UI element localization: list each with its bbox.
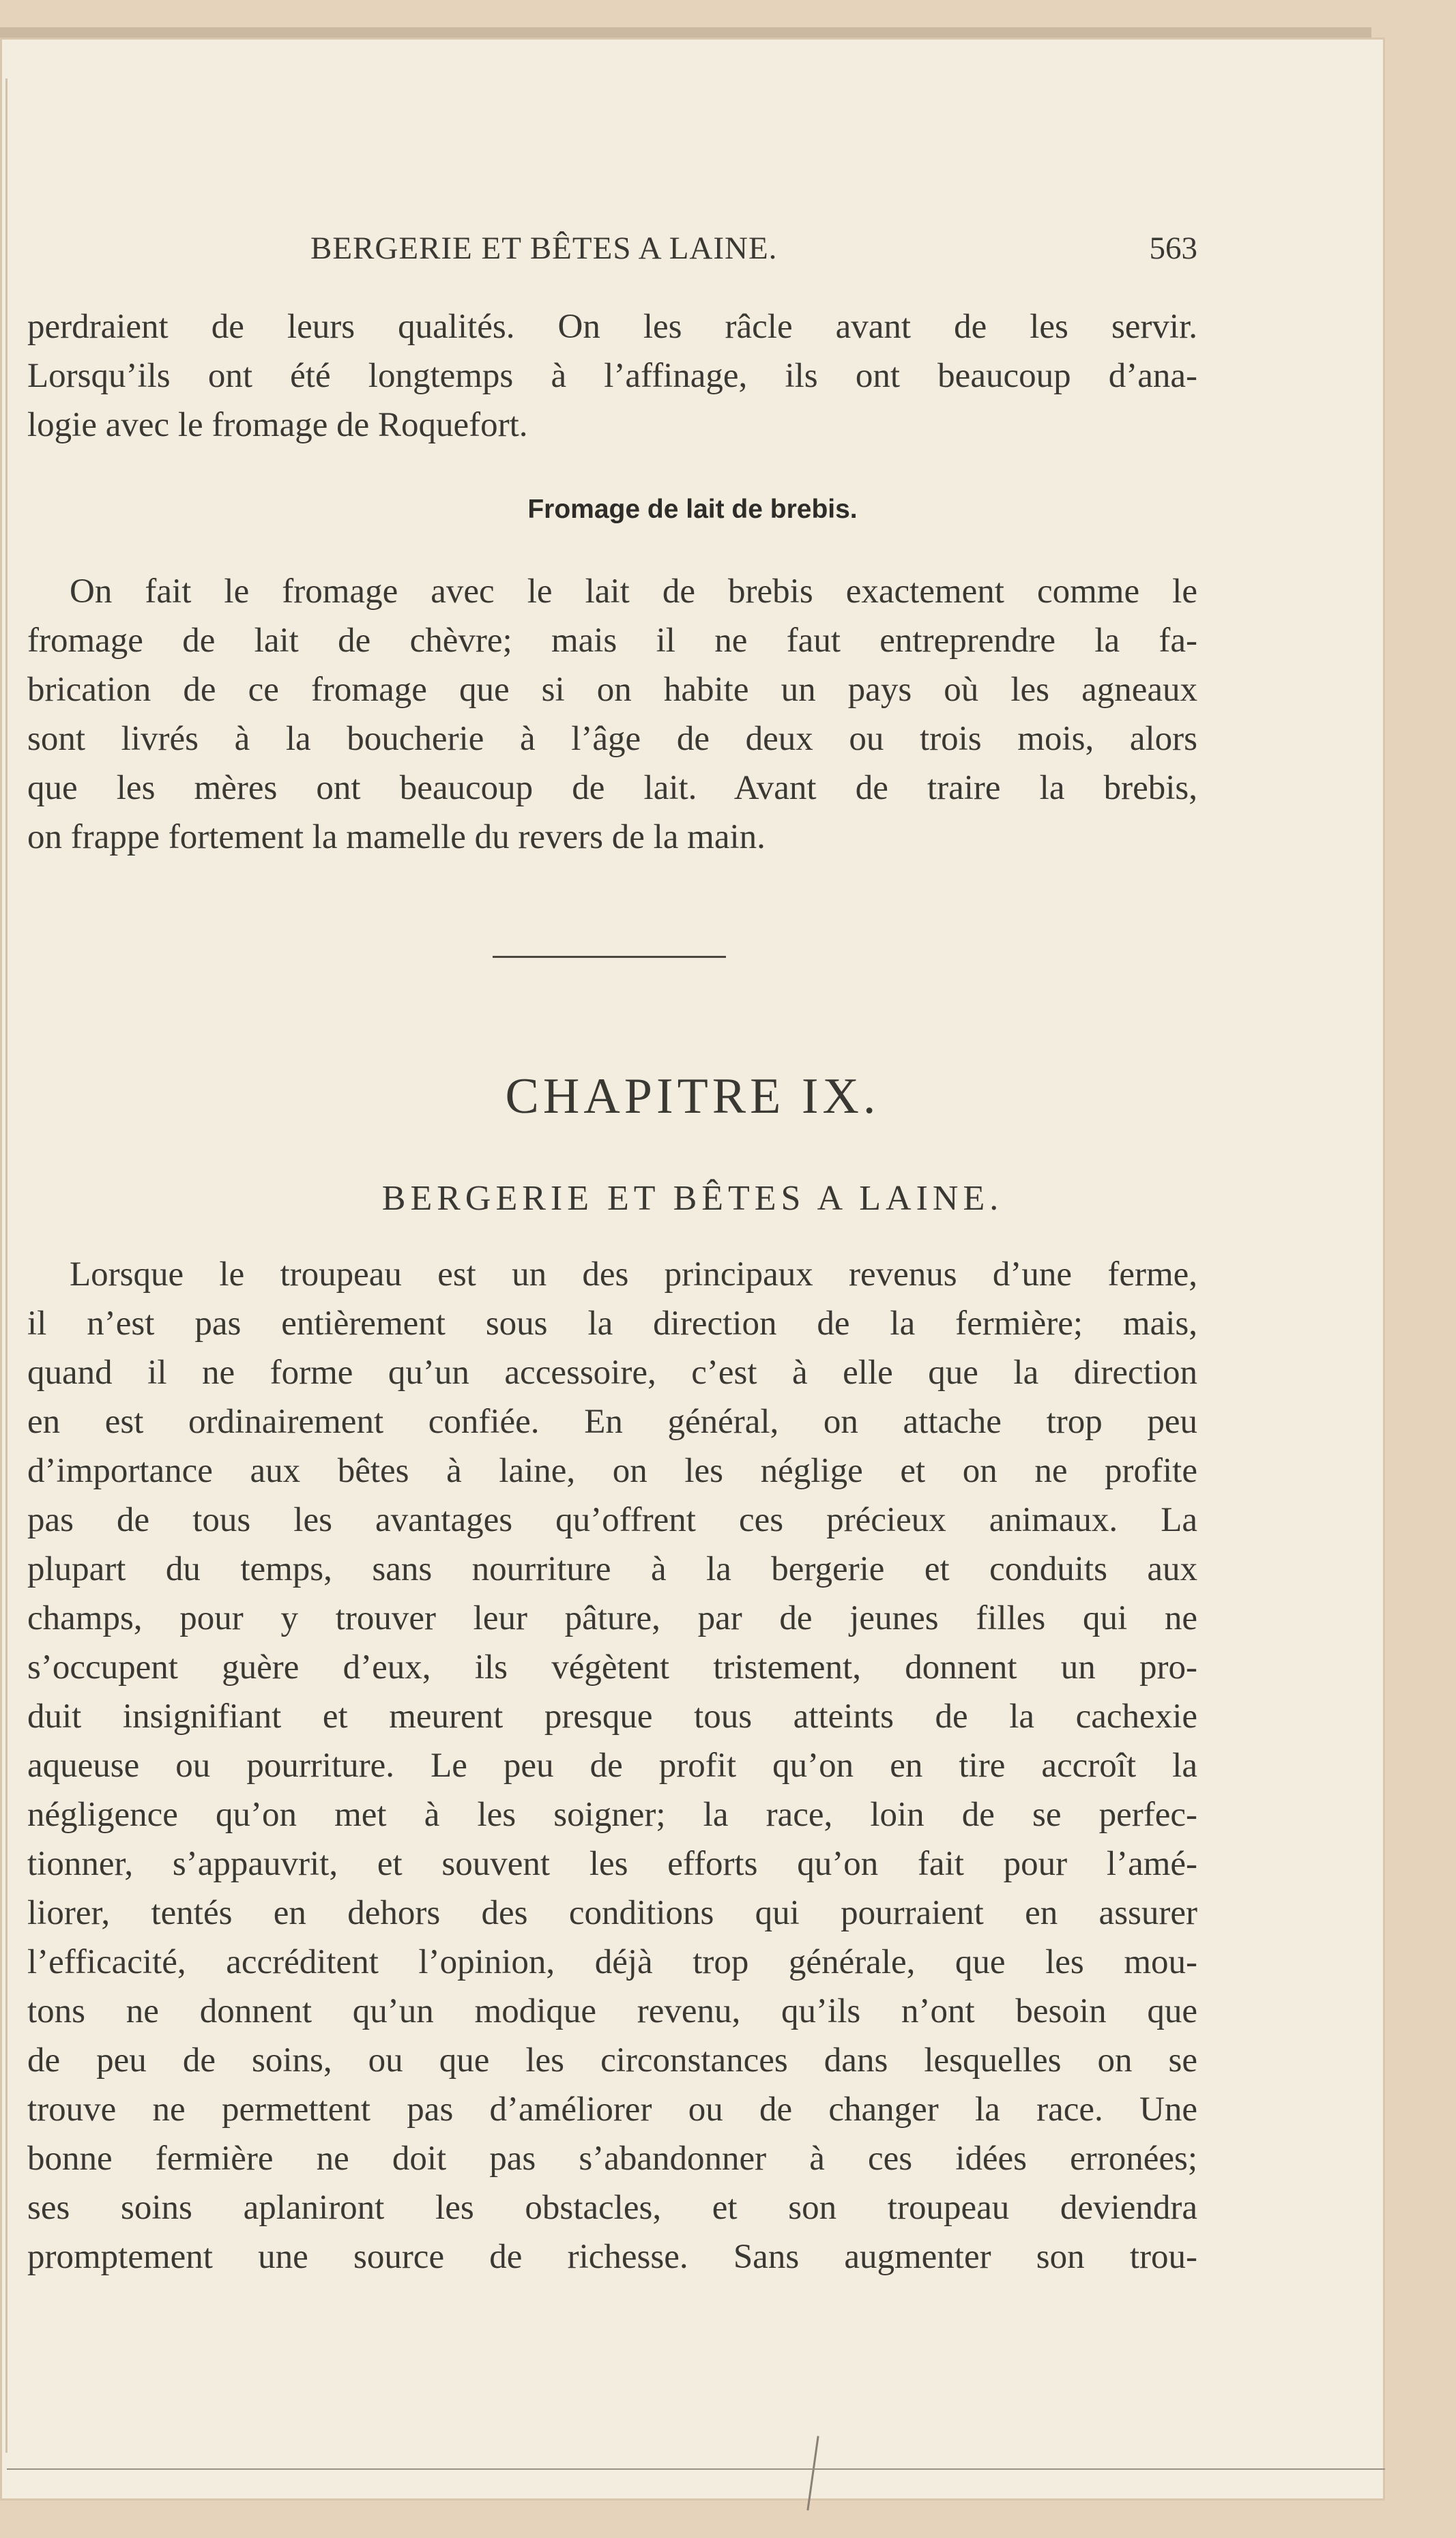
chapter-title: CHAPITRE IX. <box>505 1068 880 1124</box>
running-head-title: BERGERIE ET BÊTES A LAINE. <box>310 231 778 266</box>
text-line: logie avec le fromage de Roquefort. <box>27 406 528 444</box>
text-line: brication de ce fromage que si on habite un pays où les agneaux <box>27 671 1197 709</box>
text-line: s’occupent guère d’eux, ils végètent tristement, donnent un pro- <box>27 1648 1197 1687</box>
paragraph-cheese-continuation <box>27 302 1197 450</box>
text-line: trouve ne permettent pas d’améliorer ou de changer la race. Une <box>27 2090 1197 2129</box>
text-line: en est ordinairement confiée. En général, on attache trop peu <box>27 1403 1197 1441</box>
page-left-edge <box>5 78 8 2453</box>
text-line: duit insignifiant et meurent presque tous atteints de la cachexie <box>27 1697 1197 1736</box>
text-line: liorer, tentés en dehors des conditions qui pourraient en assurer <box>27 1894 1197 1932</box>
text-line: perdraient de leurs qualités. On les râcle avant de les servir. <box>27 308 1197 346</box>
text-line: que les mères ont beaucoup de lait. Avant de traire la brebis, <box>27 769 1197 807</box>
section-divider <box>493 956 726 958</box>
chapter-subtitle: BERGERIE ET BÊTES A LAINE. <box>381 1179 1004 1218</box>
text-line: On fait le fromage avec le lait de brebis exactement comme le <box>70 572 1197 611</box>
book-page <box>0 38 1385 2500</box>
text-line: on frappe fortement la mamelle du revers de la main. <box>27 818 766 856</box>
text-line: sont livrés à la boucherie à l’âge de deux ou trois mois, alors <box>27 720 1197 758</box>
text-line: de peu de soins, ou que les circonstances dans lesquelles on se <box>27 2041 1197 2080</box>
text-line: Lorsque le troupeau est un des principaux revenus d’une ferme, <box>70 1255 1197 1294</box>
paragraph-sheep-cheese <box>27 567 1197 862</box>
text-line: négligence qu’on met à les soigner; la race, loin de se perfec- <box>27 1796 1197 1834</box>
text-line: l’efficacité, accréditent l’opinion, déjà trop générale, que les mou- <box>27 1943 1197 1981</box>
text-line: il n’est pas entièrement sous la direction de la fermière; mais, <box>27 1304 1197 1343</box>
text-line: tionner, s’appauvrit, et souvent les efforts qu’on fait pour l’amé- <box>27 1845 1197 1883</box>
page-bottom-edge <box>7 2468 1385 2470</box>
text-line: fromage de lait de chèvre; mais il ne faut entreprendre la fa- <box>27 622 1197 660</box>
text-line: bonne fermière ne doit pas s’abandonner à ces idées erronées; <box>27 2140 1197 2178</box>
paragraph-chapter-body <box>27 1250 1197 2281</box>
page-number: 563 <box>1149 231 1197 266</box>
text-line: ses soins aplaniront les obstacles, et son troupeau deviendra <box>27 2189 1197 2227</box>
text-line: Lorsqu’ils ont été longtemps à l’affinage, ils ont beaucoup d’ana- <box>27 357 1197 395</box>
page-crease-mark <box>806 2436 819 2510</box>
text-line: d’importance aux bêtes à laine, on les néglige et on ne profite <box>27 1452 1197 1490</box>
text-line: aqueuse ou pourriture. Le peu de profit qu’on en tire accroît la <box>27 1747 1197 1785</box>
text-line: champs, pour y trouver leur pâture, par de jeunes filles qui ne <box>27 1599 1197 1637</box>
text-line: pas de tous les avantages qu’offrent ces précieux animaux. La <box>27 1501 1197 1539</box>
text-line: promptement une source de richesse. Sans augmenter son trou- <box>27 2238 1197 2276</box>
running-head <box>0 230 1197 285</box>
section-heading: Fromage de lait de brebis. <box>527 495 858 524</box>
text-line: quand il ne forme qu’un accessoire, c’est à elle que la direction <box>27 1354 1197 1392</box>
text-line: plupart du temps, sans nourriture à la bergerie et conduits aux <box>27 1550 1197 1588</box>
text-line: tons ne donnent qu’un modique revenu, qu’ils n’ont besoin que <box>27 1992 1197 2030</box>
